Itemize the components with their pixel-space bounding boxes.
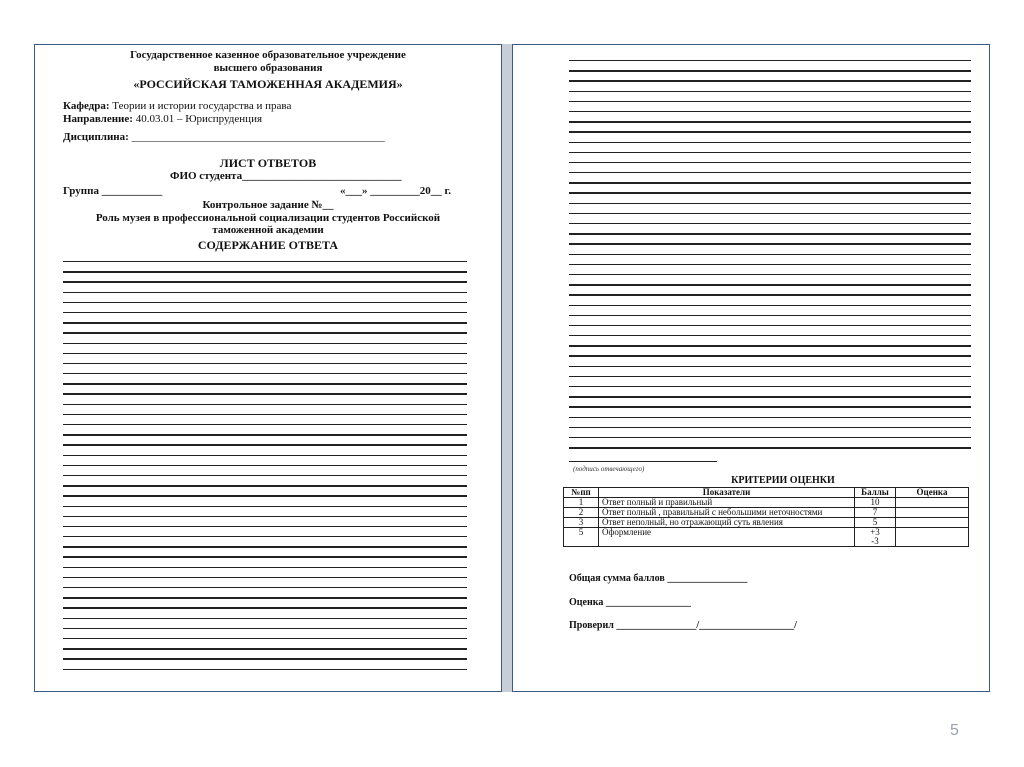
- answer-line: [63, 556, 467, 557]
- row-points: 5: [855, 518, 896, 528]
- signature-line: [569, 461, 717, 462]
- answer-line: [63, 638, 467, 639]
- answer-sheet-page-left: [34, 44, 502, 692]
- date-field: «___» _________20__ г.: [340, 185, 452, 197]
- table-row: [564, 518, 969, 528]
- department-row: [63, 100, 291, 112]
- answer-line: [63, 455, 467, 456]
- answer-line: [569, 213, 971, 214]
- answer-line: [569, 162, 971, 163]
- row-indicator: Ответ неполный, но отражающий суть явления: [599, 518, 855, 528]
- answer-line: [569, 305, 971, 306]
- answer-line: [569, 396, 971, 397]
- answer-line: [569, 254, 971, 255]
- direction-value: 40.03.01 – Юриспруденция: [135, 113, 263, 125]
- col-header-number: №пп: [564, 488, 599, 498]
- answer-line: [569, 111, 971, 112]
- answer-line: [569, 172, 971, 173]
- row-points: 7: [855, 508, 896, 518]
- answer-line: [63, 404, 467, 405]
- answer-sheet-page-right: [512, 44, 990, 692]
- answer-line: [569, 142, 971, 143]
- row-indicator: Ответ полный , правильный с небольшими неточностями: [599, 508, 855, 518]
- answer-line: [569, 417, 971, 418]
- page-spread-divider: [502, 44, 512, 692]
- answer-line: [63, 353, 467, 354]
- answer-line: [569, 294, 971, 295]
- answer-line: [63, 363, 467, 364]
- slide-number: 5: [950, 722, 959, 739]
- answer-line: [569, 223, 971, 224]
- answer-line: [569, 101, 971, 102]
- institution-line1: Государственное казенное образовательное учреждение: [130, 49, 406, 61]
- answer-line: [63, 302, 467, 303]
- answer-line: [63, 343, 467, 344]
- table-row: [564, 528, 969, 547]
- row-number: 1: [564, 498, 599, 508]
- criteria-title: КРИТЕРИИ ОЦЕНКИ: [731, 475, 835, 486]
- answer-line: [569, 325, 971, 326]
- row-grade: [896, 528, 969, 547]
- answer-line: [569, 70, 971, 71]
- department-label: Кафедра:: [63, 100, 110, 112]
- answer-line: [63, 567, 467, 568]
- answer-line: [569, 345, 971, 346]
- answer-line: [63, 577, 467, 578]
- answer-line: [569, 366, 971, 367]
- answer-line: [569, 121, 971, 122]
- answer-line: [63, 618, 467, 619]
- answer-line: [569, 192, 971, 193]
- col-header-points: Баллы: [855, 488, 896, 498]
- direction-row: [63, 113, 262, 125]
- institution-name: «РОССИЙСКАЯ ТАМОЖЕННАЯ АКАДЕМИЯ»: [133, 77, 403, 91]
- grade-field: Оценка _________________: [569, 597, 691, 608]
- answer-line: [63, 597, 467, 598]
- answer-heading: СОДЕРЖАНИЕ ОТВЕТА: [197, 238, 339, 252]
- answer-line: [63, 383, 467, 384]
- answer-line: [63, 648, 467, 649]
- topic-line1: Роль музея в профессиональной социализации студентов Российской: [95, 212, 441, 224]
- answer-line: [569, 427, 971, 428]
- answer-line: [63, 475, 467, 476]
- discipline-label: Дисциплина:: [63, 131, 129, 143]
- discipline-blank: ______________________________________________: [131, 131, 385, 143]
- row-indicator: Ответ полный и правильный: [599, 498, 855, 508]
- answer-line: [63, 434, 467, 435]
- row-grade: [896, 518, 969, 528]
- row-indicator: Оформление: [599, 528, 855, 547]
- answer-line: [63, 414, 467, 415]
- col-header-grade: Оценка: [896, 488, 969, 498]
- answer-line: [63, 485, 467, 486]
- answer-line: [569, 152, 971, 153]
- answer-line: [569, 437, 971, 438]
- answer-line: [63, 373, 467, 374]
- signature-caption: (подпись отвечающего): [573, 465, 645, 473]
- answer-line: [63, 506, 467, 507]
- checked-by-field: Проверил ________________/___________________/: [569, 620, 797, 631]
- row-number: 2: [564, 508, 599, 518]
- institution-line2: высшего образования: [213, 62, 323, 74]
- task-number: Контрольное задание №__: [202, 199, 334, 211]
- row-points: 10: [855, 498, 896, 508]
- answer-line: [63, 526, 467, 527]
- topic-line2: таможенной академии: [212, 224, 324, 236]
- answer-line: [569, 182, 971, 183]
- answer-line: [63, 628, 467, 629]
- answer-line: [569, 243, 971, 244]
- row-grade: [896, 508, 969, 518]
- table-row: [564, 508, 969, 518]
- answer-line: [63, 607, 467, 608]
- discipline-row: [63, 131, 385, 143]
- student-name-field: ФИО студента_____________________________: [170, 170, 402, 182]
- total-points-field: Общая сумма баллов ________________: [569, 573, 748, 584]
- answer-line: [63, 536, 467, 537]
- answer-line: [63, 465, 467, 466]
- answer-line: [569, 60, 971, 61]
- answer-line: [63, 444, 467, 445]
- answer-line: [63, 261, 467, 262]
- direction-label: Направление:: [63, 113, 133, 125]
- answer-line: [569, 264, 971, 265]
- answer-line: [63, 281, 467, 282]
- col-header-indicators: Показатели: [599, 488, 855, 498]
- answer-line: [63, 516, 467, 517]
- answer-line: [569, 91, 971, 92]
- answer-line: [569, 203, 971, 204]
- answer-line: [569, 386, 971, 387]
- answer-lines-left: [63, 261, 467, 679]
- answer-line: [63, 587, 467, 588]
- answer-line: [569, 406, 971, 407]
- answer-line: [569, 335, 971, 336]
- row-points: +3 -3: [855, 528, 896, 547]
- answer-line: [569, 315, 971, 316]
- answer-line: [569, 233, 971, 234]
- answer-line: [63, 312, 467, 313]
- answer-line: [569, 80, 971, 81]
- group-field: Группа ___________: [63, 185, 163, 197]
- answer-line: [569, 355, 971, 356]
- sheet-title: ЛИСТ ОТВЕТОВ: [219, 156, 317, 170]
- answer-line: [63, 393, 467, 394]
- criteria-table-header-row: [564, 488, 969, 498]
- answer-line: [63, 669, 467, 670]
- answer-line: [63, 658, 467, 659]
- row-number: 3: [564, 518, 599, 528]
- answer-line: [63, 292, 467, 293]
- answer-line: [569, 131, 971, 132]
- answer-line: [63, 546, 467, 547]
- answer-line: [63, 495, 467, 496]
- row-grade: [896, 498, 969, 508]
- answer-line: [569, 376, 971, 377]
- answer-line: [63, 332, 467, 333]
- answer-line: [63, 424, 467, 425]
- answer-line: [569, 274, 971, 275]
- answer-lines-right: [569, 60, 971, 457]
- row-number: 5: [564, 528, 599, 547]
- answer-line: [63, 322, 467, 323]
- criteria-table: [563, 487, 969, 547]
- department-value: Теории и истории государства и права: [112, 100, 292, 112]
- answer-line: [569, 284, 971, 285]
- answer-line: [63, 271, 467, 272]
- answer-line: [569, 447, 971, 448]
- table-row: [564, 498, 969, 508]
